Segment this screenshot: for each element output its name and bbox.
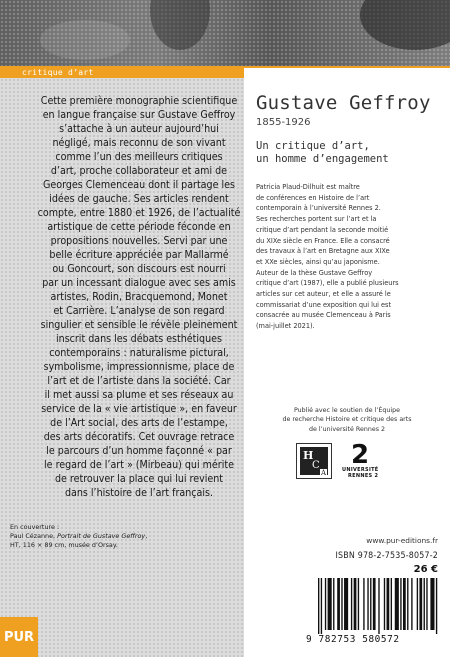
summary-line: s’attache à un auteur aujourd’hui (59, 123, 219, 135)
barcode-bar (367, 578, 368, 630)
barcode-bar (328, 578, 332, 630)
rennes2-logo-line2: RENNES 2 (348, 473, 379, 479)
support-line: Publié avec le soutien de l’Équipe (293, 407, 401, 414)
barcode-bar (391, 578, 392, 630)
support-line: de recherche Histoire et critique des arts (282, 416, 412, 424)
bio-line: contemporain à l’université Rennes 2. (256, 203, 381, 213)
cover-credit-artist: Paul Cézanne, (10, 532, 58, 540)
barcode-bar (430, 578, 434, 630)
photo-highlight (40, 20, 130, 60)
summary-line: de l’Art social, des arts de l’estampe, (50, 417, 228, 429)
hca-logo-h: H (303, 449, 314, 462)
summary-line: de retrouver la place qui lui revient (54, 473, 224, 485)
support-line: de l’université Rennes 2 (308, 425, 386, 433)
summary-line: artistes, Rodin, Bracquemond, Monet (50, 291, 228, 303)
cover-credit-work-line: Paul Cézanne, Portrait de Gustave Geffroy, (10, 532, 148, 540)
bio-line: commissariat d’une exposition qui lui est (256, 299, 392, 309)
bio-line: Patricia Plaud-Dilhuit est maître (256, 182, 360, 191)
barcode-bar (403, 578, 406, 630)
summary-line: par un incessant dialogue avec ses amis (42, 277, 236, 289)
barcode-bar (426, 578, 427, 630)
hca-logo-c: C (312, 460, 320, 471)
cover-credit (10, 523, 210, 550)
summary-line: inscrit dans les débats esthétiques (56, 333, 222, 345)
barcode-bar (436, 578, 437, 634)
price: 26 € (413, 564, 438, 575)
barcode-bar (411, 578, 412, 630)
bio-line: critique d’art pendant la seconde moitié (256, 224, 389, 234)
summary-line: service de la « vie artistique », en faveur (41, 403, 237, 415)
barcode-bar (387, 578, 390, 630)
summary-line: singulier et sensible le révèle pleinement (40, 319, 238, 331)
summary-line: négligé, mais reconnu de son vivant (52, 137, 226, 149)
summary-line: idées de gauche. Ses articles rendent (49, 193, 229, 205)
bio-line: Auteur de la thèse Gustave Geffroy (256, 267, 373, 277)
rennes2-logo-line1: UNIVERSITÉ (342, 467, 379, 473)
bio-line: de conférences en Histoire de l’art (256, 192, 370, 202)
support-notice (256, 406, 438, 434)
barcode-bar (337, 578, 340, 630)
book-subtitle (256, 140, 436, 166)
bio-line: consacrée au musée Clemenceau à Paris (256, 310, 391, 320)
barcode-digits: 9 782753 580572 (306, 634, 400, 645)
isbn: ISBN 978-2-7535-8057-2 (335, 551, 438, 561)
summary-line: le parcours d’un homme façonné « par (46, 445, 232, 457)
rennes2-logo (342, 442, 386, 482)
summary-line: propositions nouvelles. Servi par une (50, 235, 228, 247)
bio-line: articles sur cet auteur, et elle a assuré le (256, 289, 391, 299)
rennes2-logo-number: 2 (351, 440, 370, 470)
barcode-bar (341, 578, 342, 630)
cover-credit-details: HT, 116 × 89 cm, musée d’Orsay. (10, 541, 118, 549)
barcode-bar (363, 578, 364, 630)
barcode-bar (321, 578, 322, 634)
summary-line: compte, entre 1880 et 1926, de l’actualité (37, 207, 241, 219)
subtitle-line: Un critique d’art, (256, 140, 370, 152)
summary-line: Cette première monographie scientifique (40, 95, 238, 107)
bio-line: (mai-juillet 2021). (256, 321, 315, 331)
summary-line: en langue française sur Gustave Geffroy (42, 109, 236, 121)
author-bio (256, 182, 438, 332)
hca-logo-a: A (321, 469, 327, 477)
summary-line: le regard de l’art » (Mirbeau) qui mérite (44, 459, 234, 471)
barcode (318, 578, 440, 634)
hca-logo (296, 443, 332, 479)
barcode-bar (395, 578, 399, 630)
barcode-bar (318, 578, 319, 634)
summary-line: des arts décoratifs. Cet ouvrage retrace (43, 431, 235, 443)
barcode-bar (384, 578, 385, 630)
top-photo-band (0, 0, 450, 66)
barcode-bar (424, 578, 425, 630)
book-title-dates: 1855-1926 (256, 117, 311, 128)
subtitle-line: un homme d’engagement (256, 153, 389, 165)
publisher-website: www.pur-editions.fr (366, 536, 438, 545)
barcode-bar (354, 578, 357, 630)
barcode-bar (378, 578, 379, 634)
summary-line: contemporains : naturalisme pictural, (49, 347, 229, 359)
bio-line: Ses recherches portent sur l’art et la (256, 214, 377, 224)
bio-line: des travaux à l’art en Bretagne aux XIXe (256, 246, 390, 256)
book-title: Gustave Geffroy (256, 92, 431, 114)
book-summary (36, 94, 242, 500)
bio-line: critique d’art (1987), elle a publié plusieurs (256, 278, 399, 288)
barcode-bar (333, 578, 334, 630)
barcode-bar (370, 578, 371, 630)
summary-line: ou Goncourt, son discours est nourri (52, 263, 226, 275)
barcode-bar (358, 578, 359, 630)
summary-line: belle écriture appréciée par Mallarmé (49, 249, 229, 261)
barcode-bar (400, 578, 401, 630)
cover-credit-heading: En couverture : (10, 523, 60, 531)
summary-line: l’art et de l’artiste dans la société. Car (47, 375, 231, 387)
bio-line: et XXe siècles, ainsi qu’au japonisme. (256, 256, 380, 266)
publisher-logo: PUR (0, 617, 38, 657)
barcode-bar (373, 578, 376, 630)
barcode-bar (407, 578, 408, 630)
summary-line: d’art, proche collaborateur et ami de (50, 165, 228, 177)
summary-line: Georges Clemenceau dont il partage les (43, 179, 235, 191)
summary-line: artistique de cette période féconde en (47, 221, 231, 233)
hca-logo-block (300, 447, 328, 475)
barcode-bar (325, 578, 326, 630)
summary-line: symbolisme, impressionnisme, place de (43, 361, 235, 373)
barcode-bar (344, 578, 348, 630)
barcode-bar (419, 578, 422, 630)
barcode-bar (351, 578, 352, 630)
summary-line: dans l’histoire de l’art français. (64, 487, 214, 499)
barcode-bar (417, 578, 418, 630)
photo-shadow (150, 0, 210, 50)
bio-line: du XIXe siècle en France. Elle a consacré (256, 235, 390, 245)
cover-credit-work: Portrait de Gustave Geffroy (57, 532, 146, 540)
photo-shadow (360, 0, 450, 50)
summary-line: il met aussi sa plume et ses réseaux au (44, 389, 234, 401)
summary-line: et Carrière. L’analyse de son regard (53, 305, 225, 317)
series-label: critique d’art (0, 68, 244, 78)
summary-line: comme l’un des meilleurs critiques (55, 151, 223, 163)
